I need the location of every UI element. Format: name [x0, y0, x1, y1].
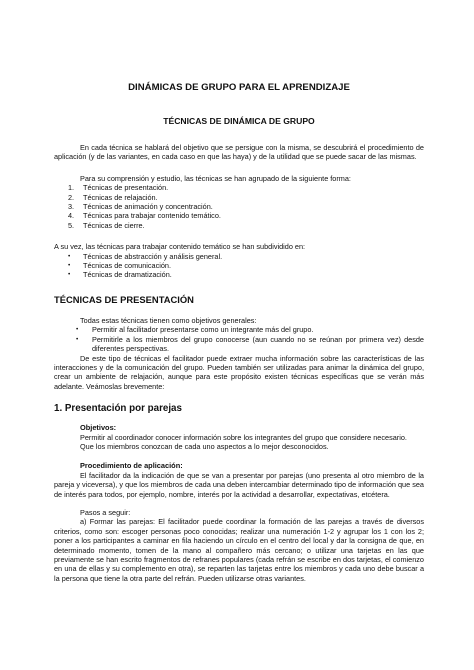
procedimiento-paragraph: El facilitador da la indicación de que se van a presentar por parejas (uno presenta al otro miembro de la pareja y viceversa), y que los miembros de cada una deben intercambiar determinado tipo de información que sea de interés para todos, por ejemplo, nombre, interés por la actividad a desarrollar, expectativas, etcétera. — [54, 470, 424, 499]
grouping-intro: Para su comprensión y estudio, las técnicas se han agrupado de la siguiente forma: — [80, 173, 351, 183]
list-item-text: Técnicas de comunicación. — [83, 261, 172, 271]
grouping-list — [54, 183, 424, 230]
objetivos-label: Objetivos: — [80, 423, 117, 433]
list-item-text: Técnicas para trabajar contenido temático. — [83, 211, 221, 221]
document-subtitle: TÉCNICAS DE DINÁMICA DE GRUPO — [163, 116, 315, 126]
intro-paragraph: En cada técnica se hablará del objetivo que se persigue con la misma, se descubrirá el procedimiento de aplicación (y de las variantes, en cada caso en que las haya) y de la utilidad que se puede sacar de las mismas. — [54, 143, 424, 162]
subdivision-intro: A su vez, las técnicas para trabajar contenido temático se han subdividido en: — [54, 242, 306, 252]
objetivos-paragraph-1: Permitir al coordinador conocer información sobre los integrantes del grupo que considere necesario. — [80, 432, 407, 442]
pasos-paragraph-a: a) Formar las parejas: El facilitador puede coordinar la formación de las parejas a través de diversos criterios, como son: escoger personas poco conocidas; realizar una numeración 1-2 y agrupar los 1 con los 2; poner a los participantes a caminar en fila haciendo un círculo en el centro del local y dar la consigna de que, en determinado momento, tomen de la mano al compañero más cercano; o utilizar una tarjetas en las que previamente se han escrito fragmentos de refranes populares (cada refrán se escribe en dos tarjetas, el comienzo en una de ellas y su complemento en otra), se reparten las tarjetas entre los miembros y cada uno debe buscar a la persona que tiene la otra parte del refrán. Pueden utilizarse otras variantes. — [54, 517, 424, 583]
list-item-text: Permitirle a los miembros del grupo conocerse (aun cuando no se reúnan por primera vez) desde diferentes perspectivas. — [92, 334, 424, 354]
list-item — [54, 325, 424, 334]
list-marker: 4. — [68, 211, 75, 221]
objectives-intro: Todas estas técnicas tienen como objetivos generales: — [80, 315, 257, 325]
list-item-text: Técnicas de animación y concentración. — [83, 202, 213, 212]
bullet-icon: • — [68, 262, 71, 270]
objectives-list — [54, 325, 424, 353]
subdivision-list — [54, 252, 424, 280]
section-heading-parejas: 1. Presentación por parejas — [54, 403, 182, 415]
list-item — [54, 193, 424, 202]
list-item — [54, 183, 424, 192]
bullet-icon: • — [68, 271, 71, 279]
list-item-text: Permitir al facilitador presentarse como un integrante más del grupo. — [92, 325, 314, 335]
list-item — [54, 202, 424, 211]
list-item-text: Técnicas de abstracción y análisis general. — [83, 251, 223, 261]
objetivos-paragraph-2: Que los miembros conozcan de cada uno aspectos a lo mejor desconocidos. — [80, 441, 329, 451]
list-item — [54, 211, 424, 220]
list-marker: 3. — [68, 202, 75, 212]
list-item-text: Técnicas de cierre. — [83, 220, 145, 230]
bullet-icon: • — [76, 326, 79, 334]
list-item — [54, 261, 424, 270]
list-marker: 1. — [68, 183, 75, 193]
list-marker: 2. — [68, 192, 75, 202]
section-heading-presentacion: TÉCNICAS DE PRESENTACIÓN — [54, 293, 194, 305]
list-item-text: Técnicas de relajación. — [83, 192, 158, 202]
list-marker: 5. — [68, 220, 75, 230]
document-title: DINÁMICAS DE GRUPO PARA EL APRENDIZAJE — [128, 82, 350, 93]
list-item — [54, 335, 424, 354]
pasos-label: Pasos a seguir: — [80, 507, 131, 517]
presentacion-description: De este tipo de técnicas el facilitador puede extraer mucha información sobre las características de las interacciones y de la comunicación del grupo. Pueden también ser utilizadas para animar la dinámica del grupo, crear un ambiente de relajación, aunque para este propósito existen técnicas específicas que se verán más adelante. Veámoslas brevemente: — [54, 353, 424, 391]
list-item — [54, 252, 424, 261]
list-item-text: Técnicas de presentación. — [83, 183, 169, 193]
bullet-icon: • — [76, 335, 79, 343]
procedimiento-label: Procedimiento de aplicación: — [80, 461, 183, 471]
list-item-text: Técnicas de dramatización. — [83, 270, 172, 280]
bullet-icon: • — [68, 252, 71, 260]
list-item — [54, 221, 424, 230]
list-item — [54, 270, 424, 279]
